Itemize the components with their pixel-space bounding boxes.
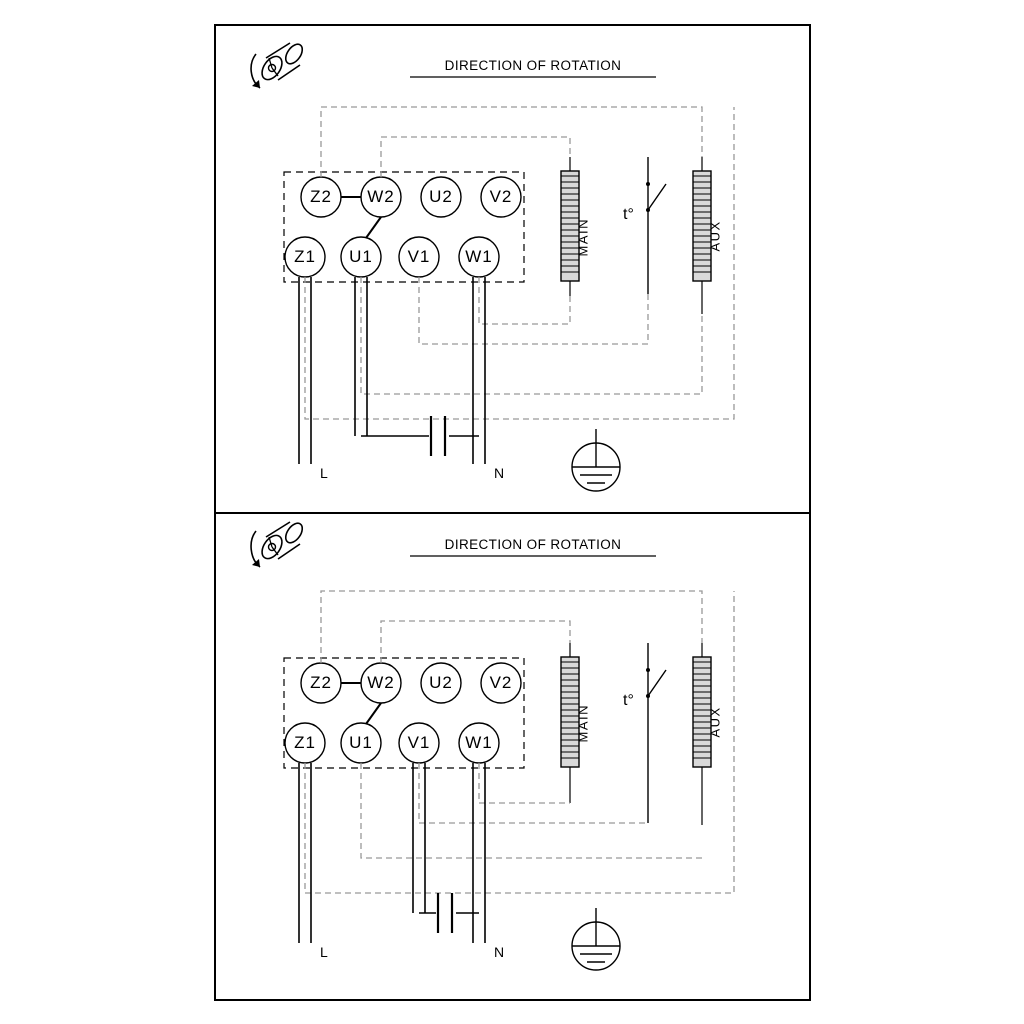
aux-coil-label: AUX <box>707 706 723 738</box>
earth-ground-icon <box>572 429 620 491</box>
terminal-label-v2: V2 <box>489 187 513 206</box>
terminal-label-v1: V1 <box>407 733 431 752</box>
panel-bottom-graphics <box>214 513 811 1001</box>
terminal-label-w2: W2 <box>367 187 395 206</box>
thermal-switch-label: t° <box>623 692 634 709</box>
terminal-label-u1: U1 <box>349 733 373 752</box>
line-terminal-label: L <box>320 944 328 960</box>
panel-top-graphics <box>214 24 811 512</box>
panel-title: DIRECTION OF ROTATION <box>444 537 622 552</box>
terminal-label-u1: U1 <box>349 247 373 266</box>
terminal-label-v2: V2 <box>489 673 513 692</box>
neutral-terminal-label: N <box>494 944 505 960</box>
thermal-switch-label: t° <box>623 206 634 223</box>
motor-shaft-rotation-icon <box>251 41 306 88</box>
capacitor-icon <box>431 416 445 456</box>
motor-shaft-rotation-icon <box>251 520 306 567</box>
earth-ground-icon <box>572 908 620 970</box>
main-coil-label: MAIN <box>575 218 591 257</box>
thermal-switch <box>646 643 666 823</box>
terminal-label-z2: Z2 <box>310 673 332 692</box>
wiring-diagram-panel-top <box>214 24 811 512</box>
terminal-label-z1: Z1 <box>294 733 316 752</box>
terminal-label-u2: U2 <box>429 673 453 692</box>
aux-coil-label: AUX <box>707 220 723 252</box>
line-terminal-label: L <box>320 465 328 481</box>
wiring-diagram-panel-bottom <box>214 513 811 1001</box>
terminal-label-z1: Z1 <box>294 247 316 266</box>
panel-title: DIRECTION OF ROTATION <box>444 58 622 73</box>
main-coil-label: MAIN <box>575 704 591 743</box>
terminal-label-w1: W1 <box>465 247 493 266</box>
capacitor-icon <box>438 893 452 933</box>
terminal-label-u2: U2 <box>429 187 453 206</box>
terminal-label-w2: W2 <box>367 673 395 692</box>
thermal-switch <box>646 157 666 294</box>
terminal-label-w1: W1 <box>465 733 493 752</box>
neutral-terminal-label: N <box>494 465 505 481</box>
terminal-label-z2: Z2 <box>310 187 332 206</box>
terminal-label-v1: V1 <box>407 247 431 266</box>
